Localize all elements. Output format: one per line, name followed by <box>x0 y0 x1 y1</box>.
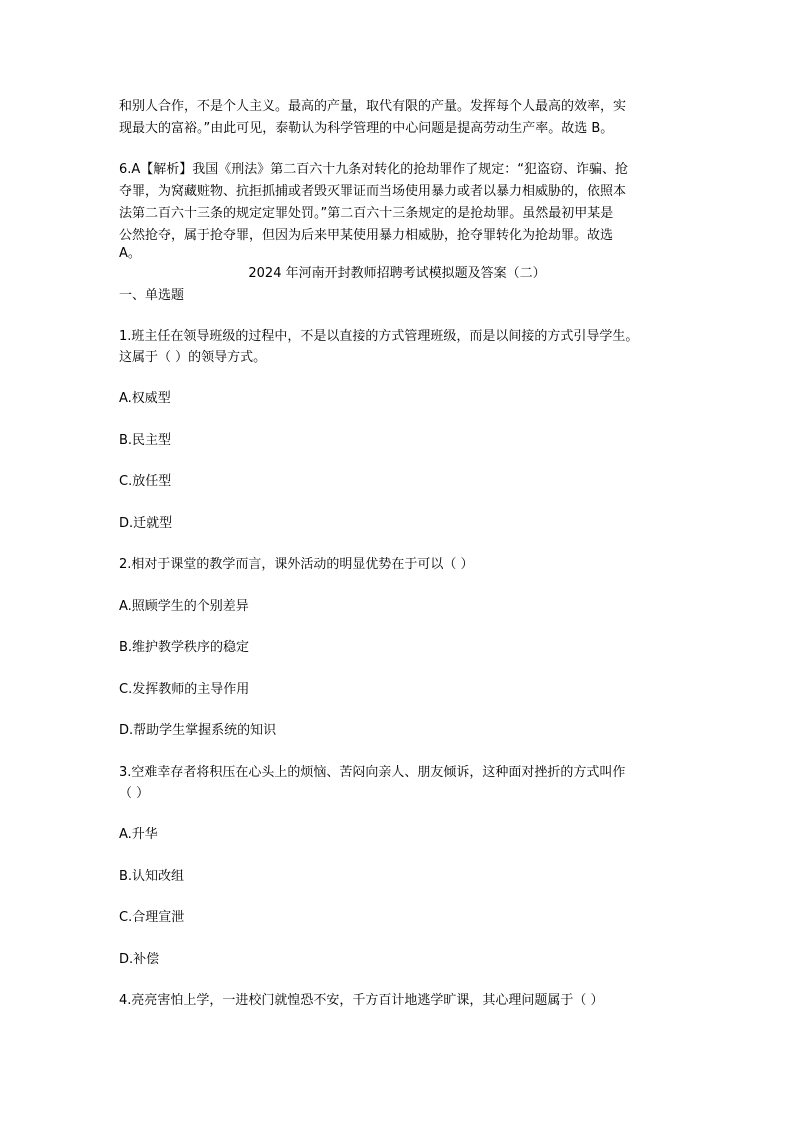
question-2-option-a: A.照顾学生的个别差异 <box>119 599 249 614</box>
question-3-option-a: A.升华 <box>119 827 158 842</box>
question-3-stem-line-1: 3.空难幸存者将积压在心头上的烦恼、苦闷向亲人、朋友倾诉，这种面对挫折的方式叫作 <box>119 765 626 780</box>
question-4-stem: 4.亮亮害怕上学，一进校门就惶恐不安，千方百计地逃学旷课，其心理问题属于（ ） <box>119 993 604 1008</box>
question-2-option-b: B.维护教学秩序的稳定 <box>119 640 250 655</box>
question-3-stem-line-2: （ ） <box>119 786 150 801</box>
question-1-stem-line-2: 这属于（ ）的领导方式。 <box>119 350 267 365</box>
question-2-option-d: D.帮助学生掌握系统的知识 <box>119 723 277 738</box>
question-1-option-b: B.民主型 <box>119 433 172 448</box>
answer-6-line-1: 6.A【解析】我国《刑法》第二百六十九条对转化的抢劫罪作了规定：“犯盗窃、诈骗、抢 <box>119 162 629 177</box>
question-1-option-c: C.放任型 <box>119 474 172 489</box>
question-3-option-b: B.认知改组 <box>119 869 185 884</box>
question-3-option-d: D.补偿 <box>119 952 160 967</box>
continuation-line-1: 和别人合作，不是个人主义。最高的产量，取代有限的产量。发挥每个人最高的效率，实 <box>119 99 627 114</box>
question-1-option-a: A.权威型 <box>119 391 171 406</box>
answer-6-line-4: 公然抢夺，属于抢夺罪，但因为后来甲某使用暴力相威胁，抢夺罪转化为抢劫罪。故选 <box>119 228 614 243</box>
question-1-option-d: D.迁就型 <box>119 516 173 531</box>
question-2-stem: 2.相对于课堂的教学而言，课外活动的明显优势在于可以（ ） <box>119 557 474 572</box>
answer-6-line-2: 夺罪，为窝藏赃物、抗拒抓捕或者毁灭罪证而当场使用暴力或者以暴力相威胁的，依照本 <box>119 184 627 199</box>
continuation-line-2: 现最大的富裕。”由此可见，泰勒认为科学管理的中心问题是提高劳动生产率。故选 B。 <box>119 121 614 136</box>
question-3-option-c: C.合理宣泄 <box>119 910 185 925</box>
question-2-option-c: C.发挥教师的主导作用 <box>119 682 250 697</box>
question-1-stem-line-1: 1.班主任在领导班级的过程中，不是以直接的方式管理班级，而是以间接的方式引导学生。 <box>119 329 639 344</box>
section-title: 一、单选题 <box>119 288 185 303</box>
answer-6-line-3: 法第二百六十三条的规定定罪处罚。”第二百六十三条规定的是抢劫罪。虽然最初甲某是 <box>119 206 614 221</box>
answer-6-line-5: A。 <box>119 246 141 261</box>
exam-title: 2024 年河南开封教师招聘考试模拟题及答案（二） <box>248 266 546 281</box>
